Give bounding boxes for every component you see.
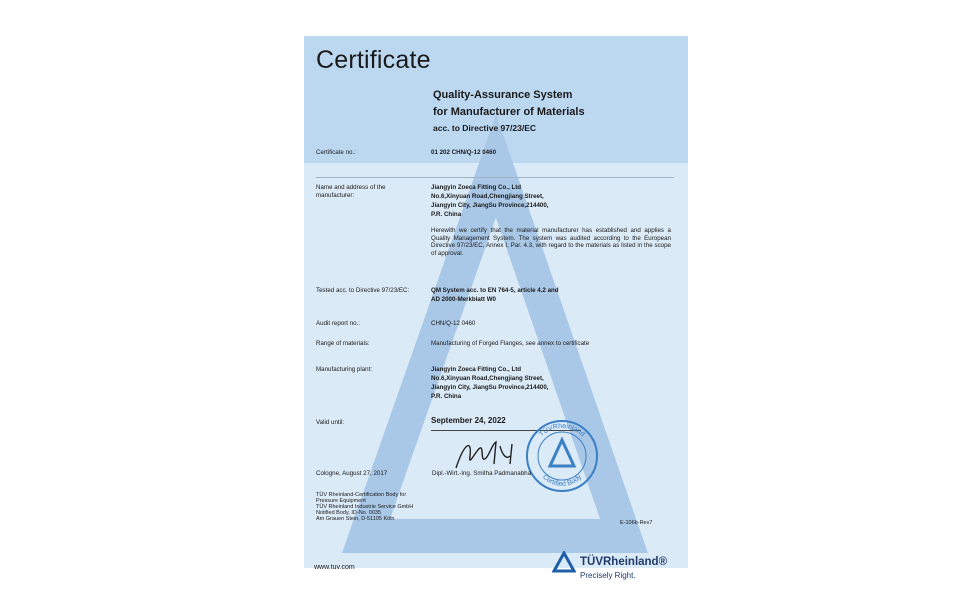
audit-report-value: CHN/Q-12 0460 — [431, 320, 476, 327]
certification-body-line-4: Notified Body, ID-No. 0035 — [316, 510, 382, 516]
stamp-top-text: TÜVRheinland — [538, 422, 586, 439]
plant-address-line-2: Jiangyin City, JiangSu Province,214400, — [431, 384, 549, 391]
certification-body-line-1: TÜV Rheinland-Certification Body for — [316, 492, 407, 498]
tuv-logo-icon — [552, 551, 576, 575]
tested-label: Tested acc. to Directive 97/23/EC: — [316, 287, 410, 294]
audit-report-label: Audit report no.: — [316, 320, 361, 327]
tested-value-line-2: AD 2000-Merkblatt W0 — [431, 296, 496, 303]
subtitle-quality-assurance: Quality-Assurance System — [433, 89, 573, 101]
manufacturer-address-line-2: Jiangyin City, JiangSu Province,214400, — [431, 202, 549, 209]
manufacturer-address-line-1: No.6,Xinyuan Road,Chengjiang Street, — [431, 193, 544, 200]
form-reference: E-106b-Rev7 — [620, 520, 653, 526]
plant-address-line-1: No.6,Xinyuan Road,Chengjiang Street, — [431, 375, 544, 382]
manufacturer-name: Jiangyin Zoeca Fitting Co., Ltd — [431, 184, 522, 191]
stamp-bottom-text: Certified Body — [540, 473, 584, 489]
tuv-brand-name: TÜVRheinland® — [580, 556, 668, 568]
certification-body-line-3: TÜV Rheinland Industrie Service GmbH — [316, 504, 414, 510]
plant-label: Manufacturing plant: — [316, 366, 373, 373]
certified-body-stamp — [522, 416, 602, 496]
certificate-no-value: 01 202 CHN/Q-12 0460 — [431, 149, 497, 156]
range-label: Range of materials: — [316, 340, 370, 347]
plant-country: P.R. China — [431, 393, 462, 400]
range-value: Manufacturing of Forged Flanges, see annex to certificate — [431, 340, 590, 347]
certificate-sheet — [304, 36, 688, 600]
tested-value-line-1: QM System acc. to EN 764-5, article 4.2 and — [431, 287, 559, 294]
tuv-slogan: Precisely Right. — [580, 571, 636, 580]
website-link[interactable]: www.tuv.com — [314, 564, 355, 571]
certificate-title: Certificate — [316, 46, 431, 74]
certification-body-line-2: Pressure Equipment — [316, 498, 366, 504]
divider — [316, 177, 674, 178]
certification-statement: Herewith we certify that the material manufacturer has established and applies a Quality Management System. The system was audited according to the European Directive 97/23/EC, Annex I, Par. 4.3, with regard to the materials as listed in the scope of approval. — [431, 227, 671, 257]
valid-until-value: September 24, 2022 — [431, 416, 506, 425]
certificate-no-label: Certificate no.: — [316, 149, 356, 156]
place-and-date: Cologne, August 27, 2017 — [316, 470, 388, 477]
certification-body-line-5: Am Grauen Stein, D-51105 Köln — [316, 516, 395, 522]
signatory-name: Dipl.-Wirt.-Ing. Smitha Padmanabha — [432, 470, 532, 477]
valid-until-label: Valid until: — [316, 419, 345, 426]
plant-name: Jiangyin Zoeca Fitting Co., Ltd — [431, 366, 522, 373]
manufacturer-country: P.R. China — [431, 211, 462, 218]
subtitle-manufacturer: for Manufacturer of Materials — [433, 106, 585, 118]
manufacturer-label: Name and address of the manufacturer: — [316, 184, 386, 199]
subtitle-directive: acc. to Directive 97/23/EC — [433, 123, 537, 133]
